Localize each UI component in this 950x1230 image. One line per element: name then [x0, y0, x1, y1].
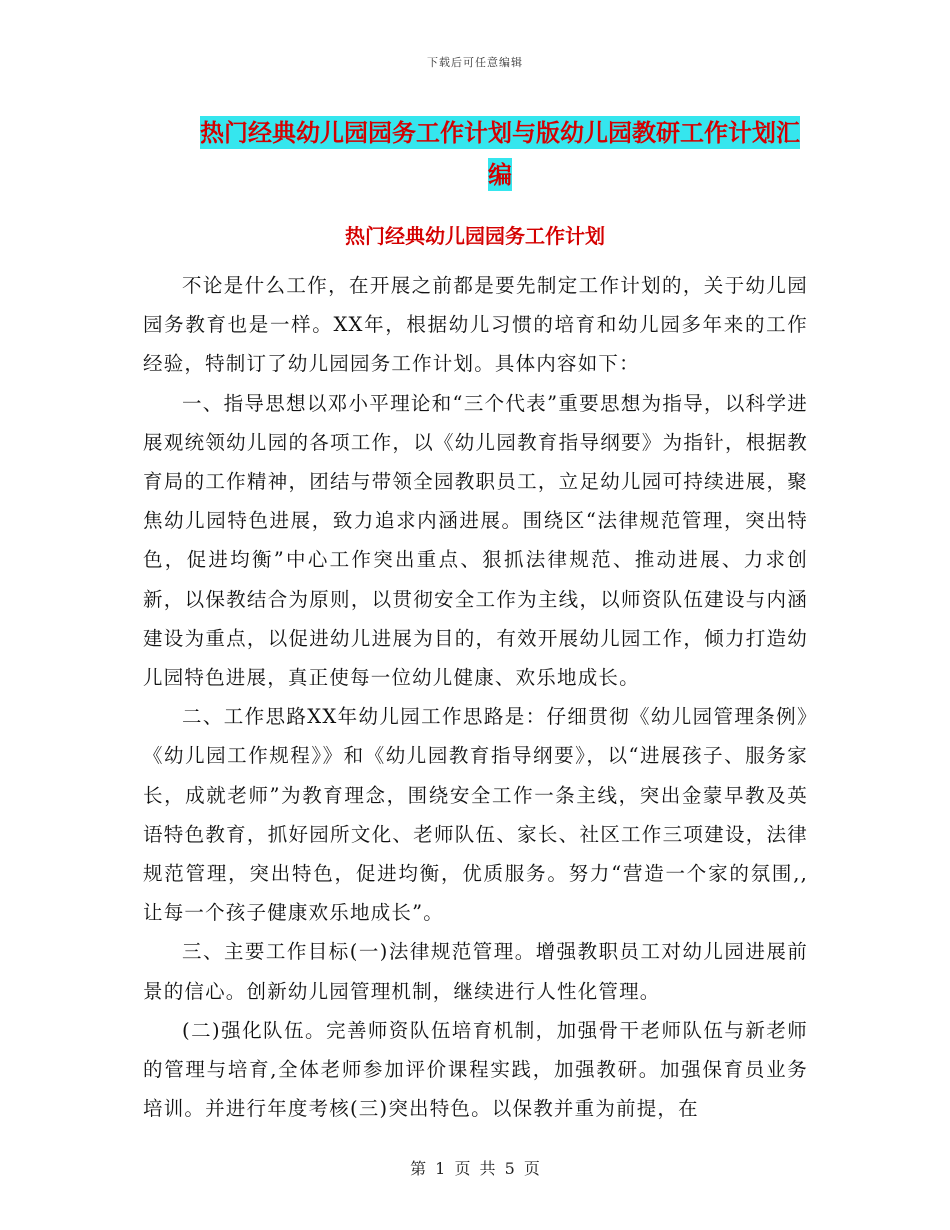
paragraph-work-approach: 二、工作思路XX年幼儿园工作思路是：仔细贯彻《幼儿园管理条例》《幼儿园工作规程》》和《幼儿园教育指导纲要》，以“进展孩子、服务家长，成就老师”为教育理念，围绕安全工作一条主线，突出金蒙早教及英语特色教育，抓好园所文化、老师队伍、家长、社区工作三项建设，法律规范管理，突出特色，促进均衡，优质服务。努力“营造一个家的氛围,,让每一个孩子健康欢乐地成长”。 [143, 705, 808, 925]
paragraph-strengthen-team: (二)强化队伍。完善师资队伍培育机制，加强骨干老师队伍与新老师的管理与培育,全体老师参加评价课程实践，加强教研。加强保育员业务培训。并进行年度考核(三)突出特色。以保教并重为前提，在 [143, 1018, 808, 1121]
paragraph-main-goals: 三、主要工作目标(一)法律规范管理。增强教职员工对幼儿园进展前景的信心。创新幼儿园管理机制，继续进行人性化管理。 [143, 940, 808, 1003]
paragraph-guiding-ideology: 一、指导思想以邓小平理论和“三个代表”重要思想为指导，以科学进展观统领幼儿园的各项工作，以《幼儿园教育指导纲要》为指针，根据教育局的工作精神，团结与带领全园教职员工，立足幼儿园可持续进展，聚焦幼儿园特色进展，致力追求内涵进展。围绕区“法律规范管理，突出特色，促进均衡”中心工作突出重点、狠抓法律规范、推动进展、力求创新，以保教结合为原则，以贯彻安全工作为主线，以师资队伍建设与内涵建设为重点，以促进幼儿进展为目的，有效开展幼儿园工作，倾力打造幼儿园特色进展，真正使每一位幼儿健康、欢乐地成长。 [143, 391, 808, 690]
page-header-note: 下载后可任意编辑 [427, 56, 523, 69]
document-body [143, 266, 808, 1128]
section-title: 热门经典幼儿园园务工作计划 [345, 224, 605, 248]
document-title [190, 112, 810, 196]
paragraph-intro: 不论是什么工作，在开展之前都是要先制定工作计划的，关于幼儿园园务教育也是一样。XX年，根据幼儿习惯的培育和幼儿园多年来的工作经验，特制订了幼儿园园务工作计划。具体内容如下： [143, 274, 808, 376]
page-number-footer: 第 1 页 共 5 页 [410, 1159, 540, 1178]
document-title-text: 热门经典幼儿园园务工作计划与版幼儿园教研工作计划汇编 [200, 118, 800, 189]
